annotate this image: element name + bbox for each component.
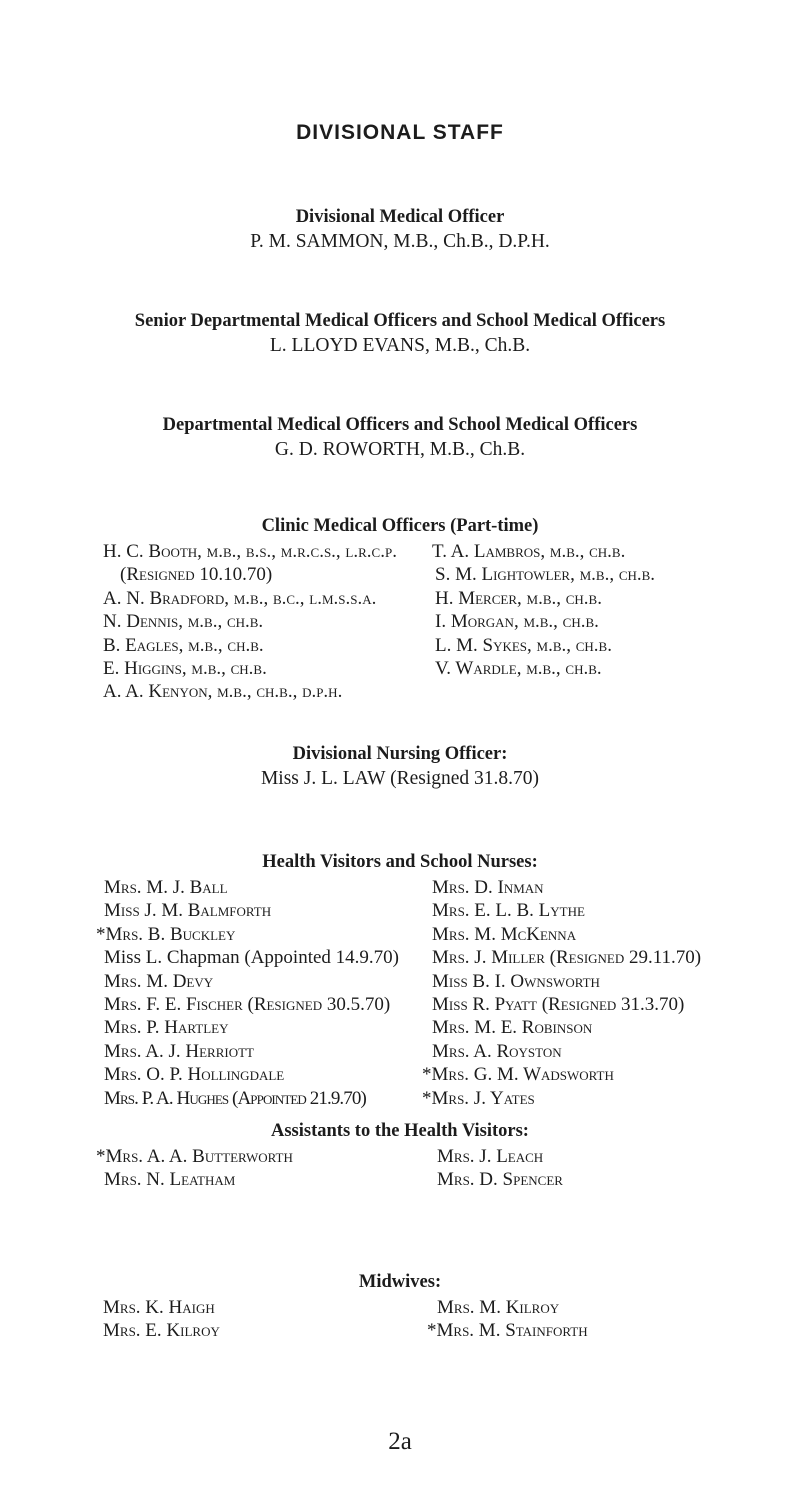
departmental-name: G. D. ROWORTH, M.B., Ch.B. [274, 439, 526, 460]
list-item: N. Dennis, m.b., ch.b. [103, 611, 264, 633]
list-item: (Resigned 10.10.70) [120, 564, 273, 586]
nursing-officer-name: Miss J. L. LAW (Resigned 31.8.70) [260, 768, 540, 789]
clinic-officers-heading: Clinic Medical Officers (Part-time) [261, 516, 539, 536]
clinic-officers-right-list [432, 540, 656, 680]
divisional-medical-officer-name: P. M. SAMMON, M.B., Ch.B., D.P.H. [250, 231, 550, 252]
list-item: Mrs. P. Hartley [104, 1017, 229, 1039]
list-item: Mrs. J. Miller (Resigned 29.11.70) [432, 947, 702, 969]
list-item: Mrs. D. Inman [432, 877, 544, 898]
nursing-officer-heading: Divisional Nursing Officer: [292, 744, 508, 764]
list-item: *Mrs. J. Yates [422, 1087, 535, 1109]
list-item: Mrs. M. J. Ball [104, 877, 228, 898]
list-item: Mrs. A. J. Herriott [104, 1040, 254, 1062]
list-item: Mrs. P. A. Hughes (Appointed 21.9.70) [104, 1087, 366, 1109]
list-item: T. A. Lambros, m.b., ch.b. [432, 541, 626, 562]
list-item: S. M. Lightowler, m.b., ch.b. [435, 564, 656, 586]
list-item: Mrs. J. Leach [437, 1146, 544, 1167]
departmental-heading: Departmental Medical Officers and School Medical Officers [162, 415, 638, 435]
list-item: *Mrs. M. Stainforth [427, 1320, 588, 1342]
list-item: Mrs. E. L. B. Lythe [432, 900, 585, 922]
list-item: *Mrs. A. A. Butterworth [96, 1146, 293, 1167]
senior-departmental-name: L. LLOYD EVANS, M.B., Ch.B. [269, 335, 531, 356]
list-item: Miss B. I. Ownsworth [432, 970, 600, 992]
assistants-right-list [437, 1145, 563, 1192]
list-item: Mrs. O. P. Hollingdale [104, 1064, 285, 1086]
list-item: L. M. Sykes, m.b., ch.b. [435, 634, 612, 656]
list-item: Mrs. N. Leatham [104, 1169, 236, 1191]
list-item: V. Wardle, m.b., ch.b. [435, 658, 602, 680]
assistants-heading: Assistants to the Health Visitors: [271, 1121, 529, 1141]
midwives-heading: Midwives: [358, 1272, 442, 1292]
list-item: Mrs. M. Devy [104, 970, 214, 992]
list-item: H. Mercer, m.b., ch.b. [435, 587, 602, 609]
list-item: Mrs. M. McKenna [432, 923, 577, 945]
list-item: Miss R. Pyatt (Resigned 31.3.70) [432, 994, 685, 1016]
health-visitors-right-list [422, 876, 702, 1110]
list-item: E. Higgins, m.b., ch.b. [103, 658, 267, 680]
clinic-officers-left-list [103, 540, 397, 704]
list-item: *Mrs. G. M. Wadsworth [422, 1064, 614, 1086]
divisional-medical-officer-heading: Divisional Medical Officer [295, 207, 505, 227]
list-item: B. Eagles, m.b., ch.b. [103, 634, 264, 656]
health-visitors-heading: Health Visitors and School Nurses: [262, 852, 538, 872]
page-number: 2a [388, 1428, 412, 1455]
list-item: Miss L. Chapman (Appointed 14.9.70) [104, 947, 400, 969]
list-item: Mrs. M. E. Robinson [432, 1017, 593, 1039]
list-item: Mrs. M. Kilroy [437, 1297, 560, 1318]
list-item: I. Morgan, m.b., ch.b. [435, 611, 599, 633]
midwives-right-list [427, 1296, 588, 1343]
health-visitors-left-list [96, 876, 400, 1110]
list-item: Mrs. D. Spencer [437, 1169, 563, 1191]
senior-departmental-heading: Senior Departmental Medical Officers and School Medical Officers [134, 311, 666, 331]
list-item: A. A. Kenyon, m.b., ch.b., d.p.h. [103, 681, 343, 703]
page-title: DIVISIONAL STAFF [296, 121, 504, 144]
assistants-left-list [96, 1145, 293, 1192]
list-item: A. N. Bradford, m.b., b.c., l.m.s.s.a. [103, 587, 377, 609]
midwives-left-list [103, 1296, 220, 1343]
list-item: *Mrs. B. Buckley [96, 923, 236, 945]
list-item: H. C. Booth, m.b., b.s., m.r.c.s., l.r.c.p. [103, 541, 397, 562]
list-item: Mrs. A. Royston [432, 1040, 562, 1062]
list-item: Mrs. E. Kilroy [103, 1320, 220, 1342]
list-item: Mrs. K. Haigh [103, 1297, 215, 1318]
list-item: Miss J. M. Balmforth [104, 900, 272, 922]
list-item: Mrs. F. E. Fischer (Resigned 30.5.70) [104, 994, 391, 1016]
